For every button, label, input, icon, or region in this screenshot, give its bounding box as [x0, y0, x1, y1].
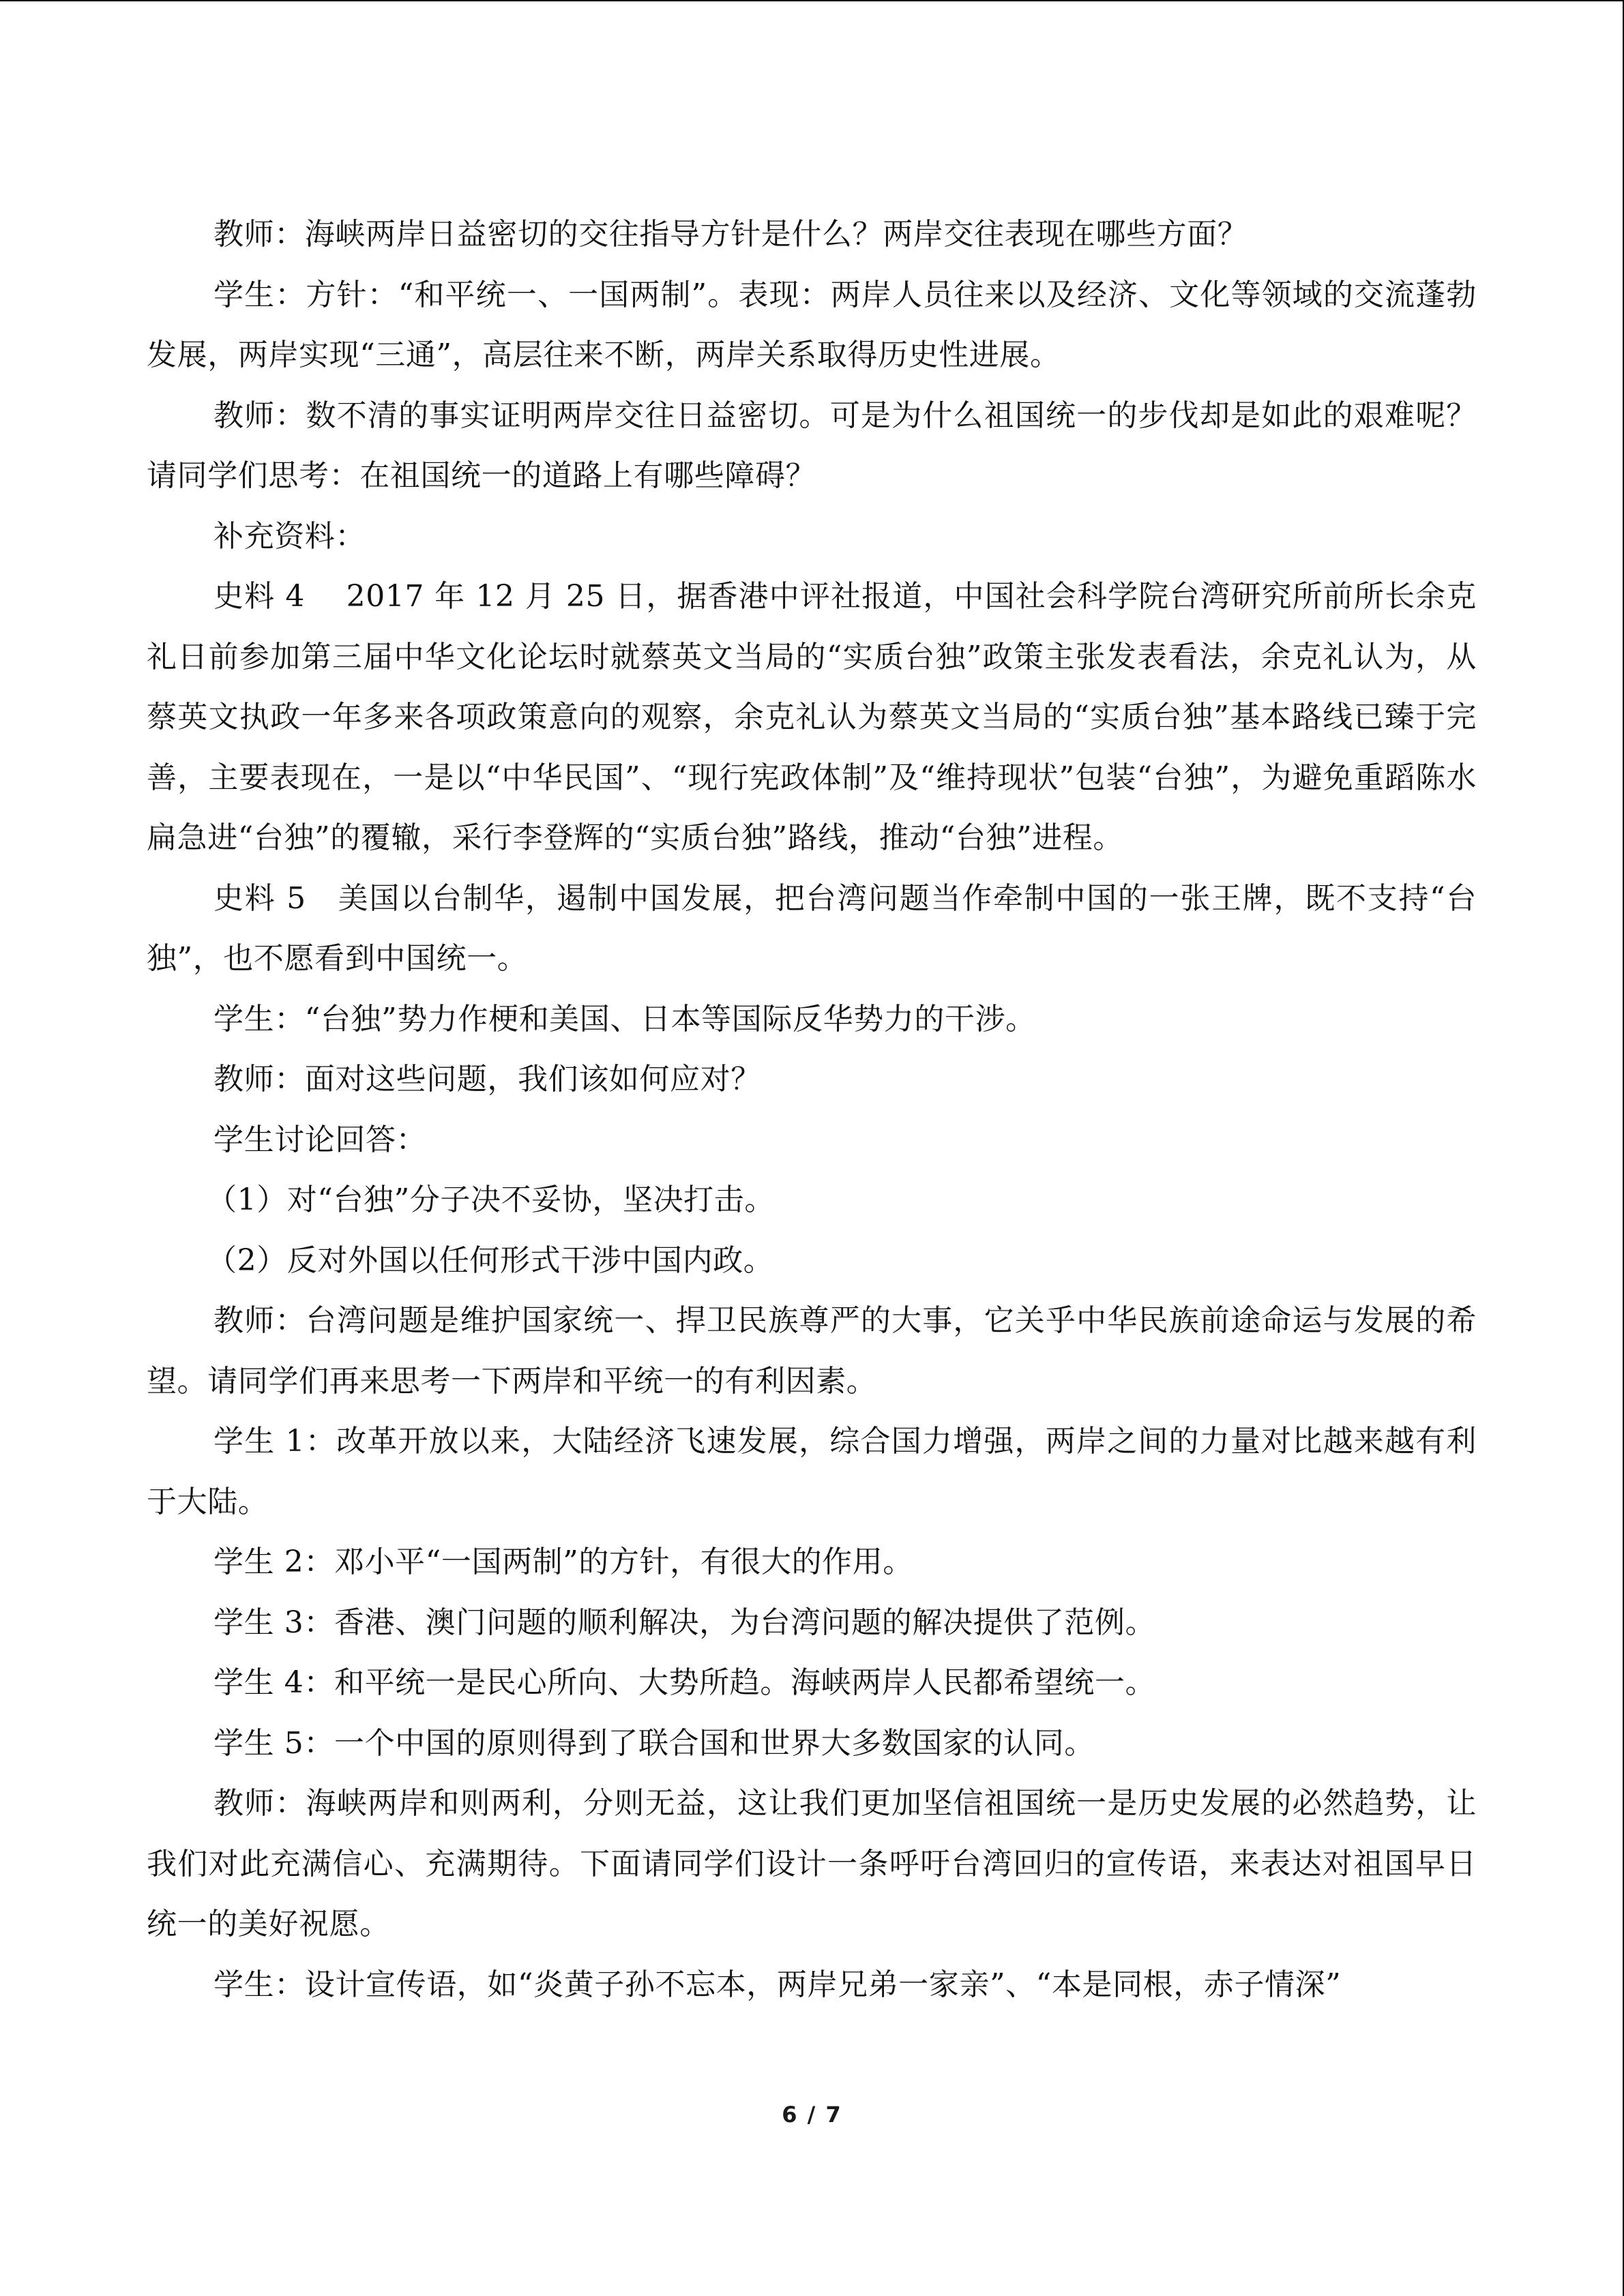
paragraph: 史料 4 2017 年 12 月 25 日，据香港中评社报道，中国社会科学院台湾研究所前所长余克礼日前参加第三届中华文化论坛时就蔡英文当局的“实质台独”政策主张发表看法，余克礼认为，从蔡英文执政一年多来各项政策意向的观察，余克礼认为蔡英文当局的“实质台独”基本路线已臻于完善，主要表现在，一是以“中华民国”、“现行宪政体制”及“维持现状”包装“台独”，为避免重蹈陈水扁急进“台独”的覆辙，采行李登辉的“实质台独”路线，推动“台独”进程。: [147, 579, 1477, 855]
paragraph: 学生 4：和平统一是民心所向、大势所趋。海峡两岸人民都希望统一。: [213, 1665, 1156, 1700]
paragraph: 学生讨论回答：: [213, 1122, 427, 1157]
paragraph: 教师：海峡两岸日益密切的交往指导方针是什么？两岸交往表现在哪些方面？: [213, 217, 1248, 252]
paragraph: 教师：台湾问题是维护国家统一、捍卫民族尊严的大事，它关乎中华民族前途命运与发展的希望。请同学们再来思考一下两岸和平统一的有利因素。: [147, 1303, 1477, 1399]
paragraph: 补充资料：: [213, 518, 366, 554]
paragraph: 学生：方针：“和平统一、一国两制”。表现：两岸人员往来以及经济、文化等领域的交流蓬勃发展，两岸实现“三通”，高层往来不断，两岸关系取得历史性进展。: [147, 277, 1477, 372]
paragraph: 教师：海峡两岸和则两利，分则无益，这让我们更加坚信祖国统一是历史发展的必然趋势，让我们对此充满信心、充满期待。下面请同学们设计一条呼吁台湾回归的宣传语，来表达对祖国早日统一的美好祝愿。: [147, 1786, 1477, 1941]
list-item: （1）对“台独”分子决不妥协，坚决打击。: [207, 1182, 775, 1217]
paragraph: 学生 5：一个中国的原则得到了联合国和世界大多数国家的认同。: [213, 1725, 1095, 1761]
paragraph: 教师：面对这些问题，我们该如何应对？: [213, 1062, 761, 1097]
list-item: （2）反对外国以任何形式干涉中国内政。: [207, 1242, 774, 1278]
paragraph: 学生 1：改革开放以来，大陆经济飞速发展，综合国力增强，两岸之间的力量对比越来越有利于大陆。: [147, 1424, 1477, 1519]
paragraph: 学生 3：香港、澳门问题的顺利解决，为台湾问题的解决提供了范例。: [213, 1605, 1156, 1640]
paragraph: 学生 2：邓小平“一国两制”的方针，有很大的作用。: [213, 1545, 913, 1579]
paragraph: 学生：设计宣传语，如“炎黄子孙不忘本，两岸兄弟一家亲”、“本是同根，赤子情深”: [213, 1967, 1342, 2002]
paragraph: 学生：“台独”势力作梗和美国、日本等国际反华势力的干涉。: [213, 1001, 1036, 1037]
page-border-top: [0, 0, 1624, 1]
document-body: [147, 205, 1477, 2015]
paragraph: 教师：数不清的事实证明两岸交往日益密切。可是为什么祖国统一的步伐却是如此的艰难呢？请同学们思考：在祖国统一的道路上有哪些障碍？: [147, 398, 1477, 493]
paragraph: 史料 5 美国以台制华，遏制中国发展，把台湾问题当作牵制中国的一张王牌，既不支持“台独”，也不愿看到中国统一。: [147, 880, 1477, 976]
page-number: 6 / 7: [782, 2102, 842, 2128]
